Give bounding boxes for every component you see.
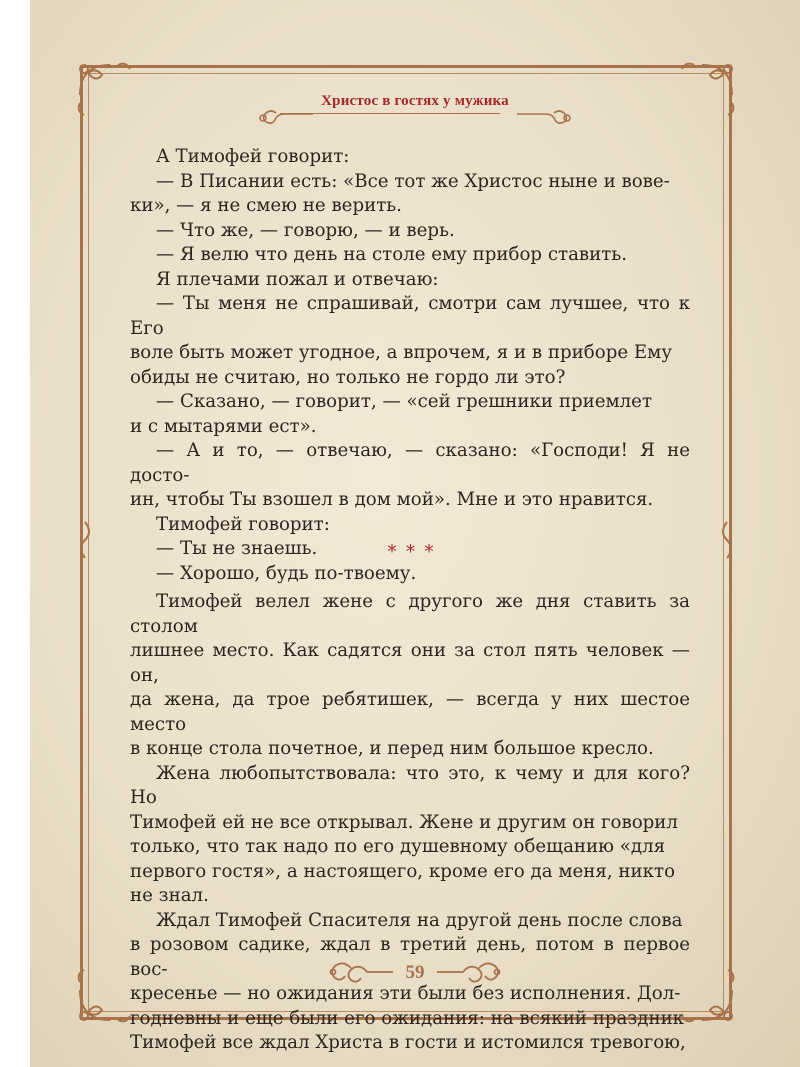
header-flourish-right-icon	[515, 106, 575, 126]
dialogue-section	[130, 145, 690, 586]
text-line: — В Писании есть: «Все тот же Христос ныне и вове-	[156, 170, 670, 192]
text-line: — Что же, — говорю, — и верь.	[156, 219, 455, 241]
text-line: — А и то, — отвечаю, — сказано: «Господи! Я не досто-	[130, 440, 690, 486]
text-line: ки», — я не смею не верить.	[130, 195, 402, 216]
text-line: воле быть может угодное, а впрочем, я и в приборе Ему	[130, 342, 673, 363]
corner-ornament-top-left	[70, 55, 140, 125]
text-line: Тимофей велел жене с другого же дня ставить за столом	[130, 591, 690, 637]
text-line: Тимофей говорит:	[156, 513, 330, 535]
book-page	[30, 0, 800, 1067]
text-line: лишнее место. Как садятся они за стол пять человек — он,	[130, 640, 690, 686]
text-line: — Ты не знаешь.	[156, 538, 318, 559]
text-line: — Сказано, — говорит, — «сей грешники приемлет	[156, 391, 653, 412]
text-line: — Я велю что день на столе ему прибор ставить.	[156, 244, 628, 265]
text-line: — Хорошо, будь по-твоему.	[156, 562, 417, 584]
text-line: Тимофей все ждал Христа в гости и истомился тревогою,	[130, 1032, 686, 1053]
text-line: А Тимофей говорит:	[156, 146, 350, 167]
text-line: ин, чтобы Ты взошел в дом мой». Мне и это нравится.	[130, 489, 654, 510]
page-number: 59	[405, 962, 425, 983]
footer-flourish-right-icon	[435, 958, 505, 986]
text-line: в розовом садике, ждал в третий день, потом в первое вос-	[130, 934, 690, 980]
text-line: кресенье — но ожидания эти были без исполнения. Дол-	[130, 983, 681, 1004]
text-line: Жена любопытствовала: что это, к чему и для кого? Но	[130, 762, 690, 808]
text-line: и с мытарями ест».	[130, 415, 317, 437]
text-line: только, что так надо по его душевному обещанию «для	[130, 836, 666, 857]
section-separator-stars: ***	[387, 541, 443, 563]
header-flourish-left-icon	[255, 106, 315, 126]
running-header-title: Христос в гостях у мужика	[321, 93, 509, 109]
corner-ornament-top-right	[672, 55, 742, 125]
text-line: Тимофей ей не все открывал. Жене и другим он говорил	[130, 811, 678, 833]
text-line: Ждал Тимофей Спасителя на другой день после слова	[156, 909, 683, 931]
text-line: Я плечами пожал и отвечаю:	[156, 268, 439, 290]
text-line: да жена, да трое ребятишек, — всегда у них шестое место	[130, 689, 690, 735]
text-line: — Ты меня не спрашивай, смотри сам лучшее, что к Его	[130, 293, 690, 339]
text-line: обиды не считаю, но только не гордо ли это?	[130, 366, 566, 388]
text-line: первого гостя», а настоящего, кроме его да меня, никто	[130, 860, 676, 882]
text-line: годневны и еще были его ожидания: на всякий праздник	[130, 1007, 685, 1029]
text-line: не знал.	[130, 885, 209, 906]
text-line: в конце стола почетное, и перед ним большое кресло.	[130, 738, 654, 759]
narrative-section	[130, 590, 690, 1056]
